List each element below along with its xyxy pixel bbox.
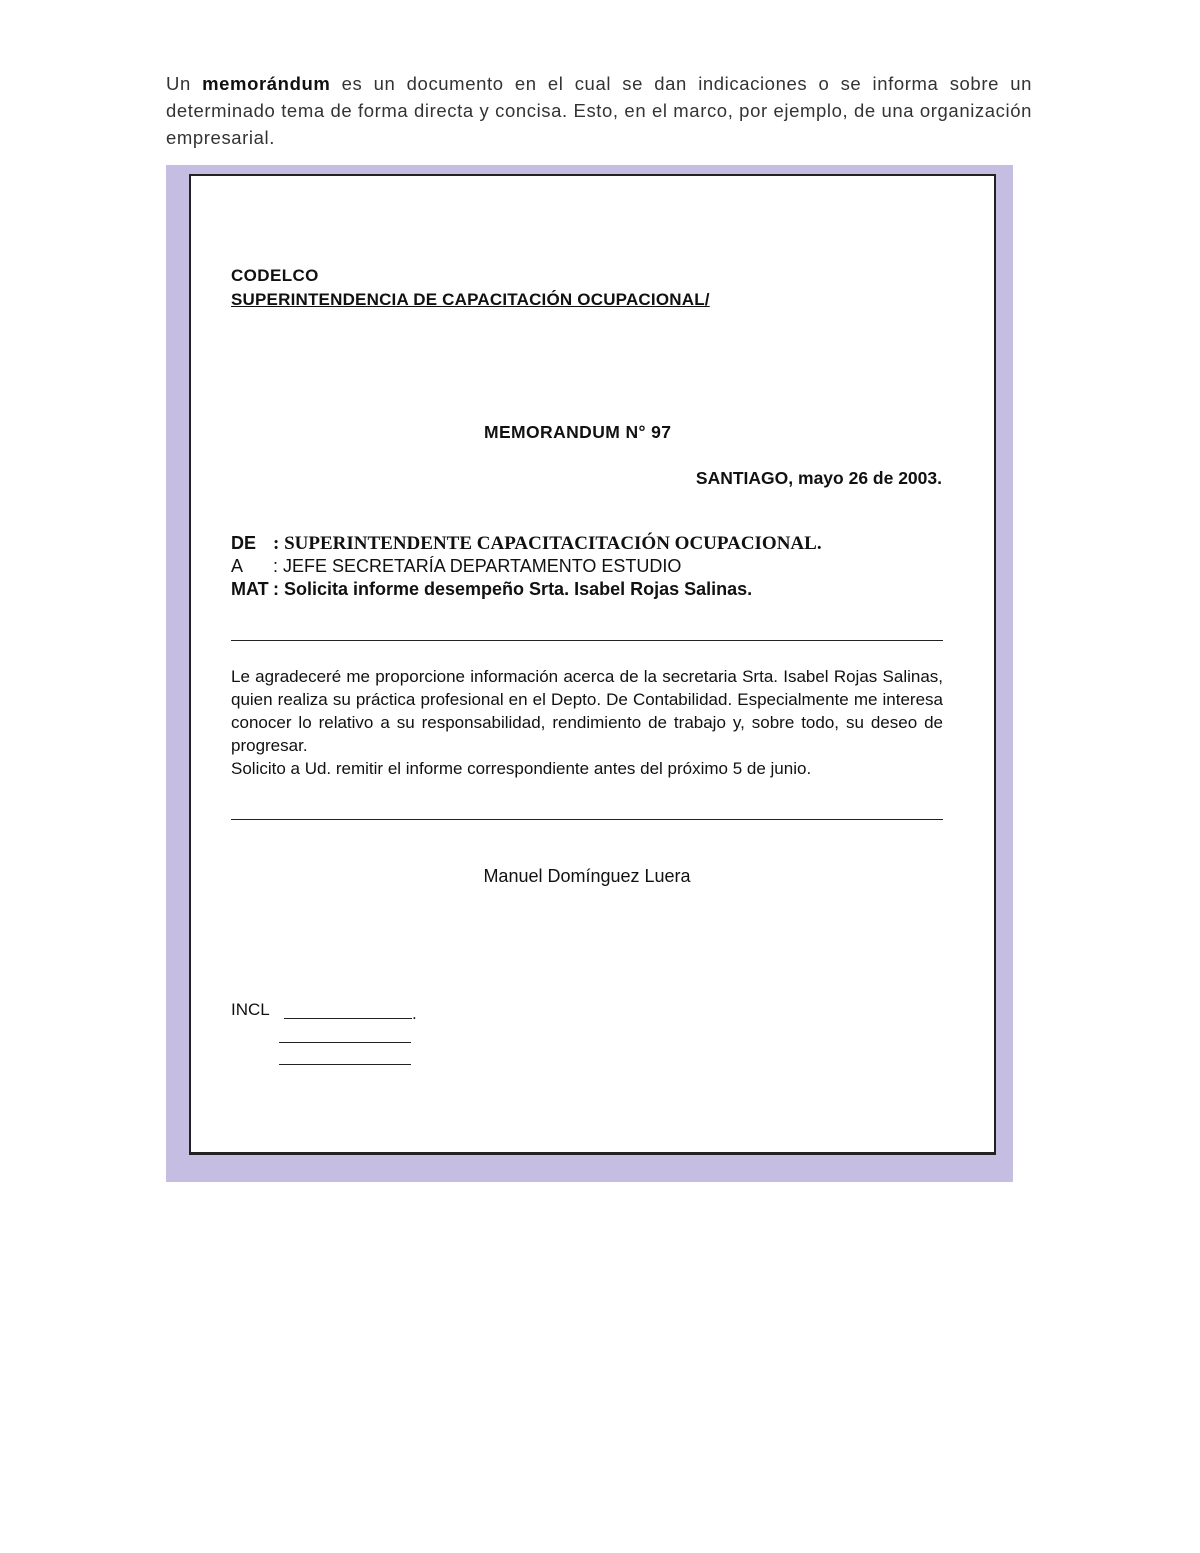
enclosure-blank-line: [284, 1018, 412, 1019]
memo-from-label: DE: [231, 533, 257, 553]
intro-paragraph: [166, 70, 1032, 151]
memo-body-paragraph: Solicito a Ud. remitir el informe correspondiente antes del próximo 5 de junio.: [231, 759, 812, 778]
memo-divider-top: [231, 640, 943, 641]
intro-prefix: Un: [166, 73, 203, 94]
memo-to-label: A: [231, 556, 244, 576]
memo-subject-row: [231, 579, 752, 600]
memo-title: MEMORANDUM N° 97: [484, 422, 672, 442]
memo-from-row: [231, 533, 822, 555]
enclosure-dot: .: [412, 1004, 417, 1023]
memo-enclosure-label: INCL: [231, 1000, 270, 1019]
memo-divider-bottom: [231, 819, 943, 820]
memo-signature: Manuel Domínguez Luera: [483, 866, 691, 886]
memo-to-row: [231, 556, 681, 577]
memo-body-paragraph: Le agradeceré me proporcione información acerca de la secretaria Srta. Isabel Rojas Salinas, quien realiza su práctica profesional en el Depto. De Contabilidad. Especialmente me interesa conocer lo relativo a su responsabilidad, rendimiento de trabajo y, sobre todo, su deseo de progresar.: [231, 667, 943, 755]
memo-subject-value: : Solicita informe desempeño Srta. Isabel Rojas Salinas.: [273, 579, 753, 599]
memo-subject-label: MAT: [231, 579, 269, 599]
intro-rest: es un documento en el cual se dan indicaciones o se informa sobre un determinado tema de forma directa y concisa. Esto, en el marco, por ejemplo, de una organización empresarial.: [166, 73, 1032, 148]
memo-department: SUPERINTENDENCIA DE CAPACITACIÓN OCUPACIONAL/: [231, 290, 710, 309]
memo-body: [231, 665, 943, 780]
memo-date: SANTIAGO, mayo 26 de 2003.: [695, 468, 942, 488]
enclosure-blank-line: [279, 1064, 411, 1065]
memo-document: [189, 174, 996, 1155]
memo-organization: CODELCO: [231, 266, 319, 285]
memo-to-value: : JEFE SECRETARÍA DEPARTAMENTO ESTUDIO: [273, 556, 682, 576]
memo-from-value: : SUPERINTENDENTE CAPACITACITACIÓN OCUPACIONAL.: [273, 533, 822, 554]
enclosure-blank-line: [279, 1042, 411, 1043]
intro-term: memorándum: [202, 73, 331, 94]
